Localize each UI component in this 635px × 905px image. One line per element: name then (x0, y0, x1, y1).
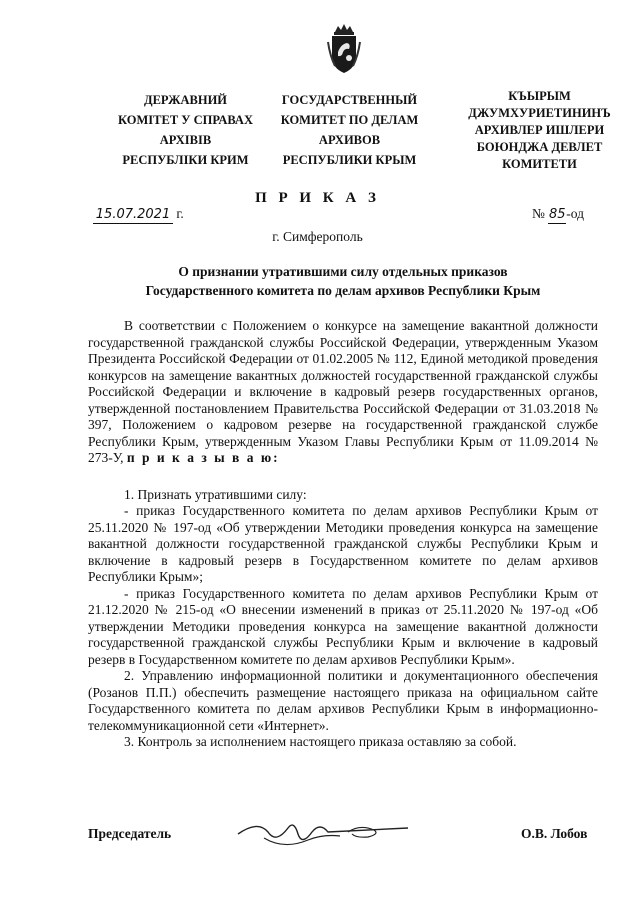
document-title: П Р И К А З (255, 190, 380, 206)
item-1a: - приказ Государственного комитета по делам архивов Республики Крым от 25.11.2020 № 197-од «Об утверждении Методики проведения конкурса на замещение вакантной должности государственной гражданской службы Республики Крым и включение в кадровый резерв в Государственном комитете по делам архивов Республики Крым»; (88, 503, 598, 584)
header-ru-line: РЕСПУБЛИКИ КРЫМ (282, 153, 417, 167)
order-body (88, 318, 598, 751)
preamble-text: В соответствии с Положением о конкурсе на замещение вакантной должности государственной гражданской службы Российской Федерации, утвержденным Указом Президента Российской Федерации от 01.02.2005 № 112, Единой методикой проведения конкурсов на замещение вакантных должностей государственной гражданской службы Российской Федерации и включение в кадровый резерв государственных органов, утвержденной постановлением Правительства Российской Федерации от 31.03.2018 № 397, Положением о кадровом резерве на государственной гражданской службе Республики Крым, утвержденным Указом Главы Республики Крым от 11.09.2014 № 273-У, (88, 318, 598, 465)
city-line: г. Симферополь (272, 229, 363, 244)
date-suffix: г. (176, 206, 184, 221)
order-subject (88, 262, 598, 300)
item-3: 3. Контроль за исполнением настоящего приказа оставляю за собой. (124, 734, 517, 749)
item-1: 1. Признать утратившими силу: (124, 486, 307, 502)
header-russian (262, 90, 437, 170)
header-crimean-tatar (452, 88, 627, 173)
handwritten-date: 15.07.2021 (93, 207, 173, 224)
subject-line-2: Государственного комитета по делам архивов Республики Крым (145, 283, 541, 298)
order-date (93, 206, 184, 224)
item-1b: - приказ Государственного комитета по делам архивов Республики Крым от 21.12.2020 № 215-од «О внесении изменений в приказ от 25.11.2020 № 197-од «Об утверждении Методики проведения конкурса на замещение вакантной должности государственной гражданской службы Республики Крым и включение в кадровый резерв в Государственном комитете по делам архивов Республики Крым». (88, 585, 598, 667)
header-ru-line: ГОСУДАРСТВЕННЫЙ (281, 93, 418, 107)
header-ct-line: БОЮНДЖА ДЕВЛЕТ (476, 140, 603, 154)
header-ua-line: ДЕРЖАВНИЙ (143, 93, 228, 107)
header-ua-line: АРХІВІВ (159, 133, 212, 147)
header-ru-line: АРХИВОВ (318, 133, 381, 147)
item-2: 2. Управлению информационной политики и документационного обеспечения (Розанов П.П.) обеспечить размещение настоящего приказа на официальном сайте Государственного комитета по делам архивов Республики Крым в информационно-телекоммуникационной сети «Интернет». (88, 668, 598, 733)
number-suffix: -од (566, 206, 584, 221)
preamble-paragraph (88, 318, 598, 467)
signatory-name: О.В. Лобов (521, 826, 588, 841)
handwritten-signature (228, 810, 418, 854)
header-ct-line: КОМИТЕТИ (502, 157, 577, 171)
header-ru-line: КОМИТЕТ ПО ДЕЛАМ (280, 113, 419, 127)
signatory-role: Председатель (88, 826, 172, 841)
order-word: п р и к а з ы в а ю: (126, 450, 280, 465)
order-number (532, 206, 584, 224)
coat-of-arms-emblem (327, 22, 361, 76)
header-ua-line: КОМІТЕТ У СПРАВАХ (118, 113, 253, 127)
header-ct-line: ДЖУМХУРИЕТИНИНЪ (468, 106, 611, 120)
header-ua-line: РЕСПУБЛІКИ КРИМ (122, 153, 249, 167)
header-ukrainian (98, 90, 273, 170)
header-ct-line: АРХИВЛЕР ИШЛЕРИ (474, 123, 605, 137)
number-prefix: № (532, 206, 545, 221)
subject-line-1: О признании утратившими силу отдельных приказов (178, 264, 508, 279)
header-ct-line: КЪЫРЫМ (508, 89, 571, 103)
handwritten-number: 85 (548, 207, 566, 222)
